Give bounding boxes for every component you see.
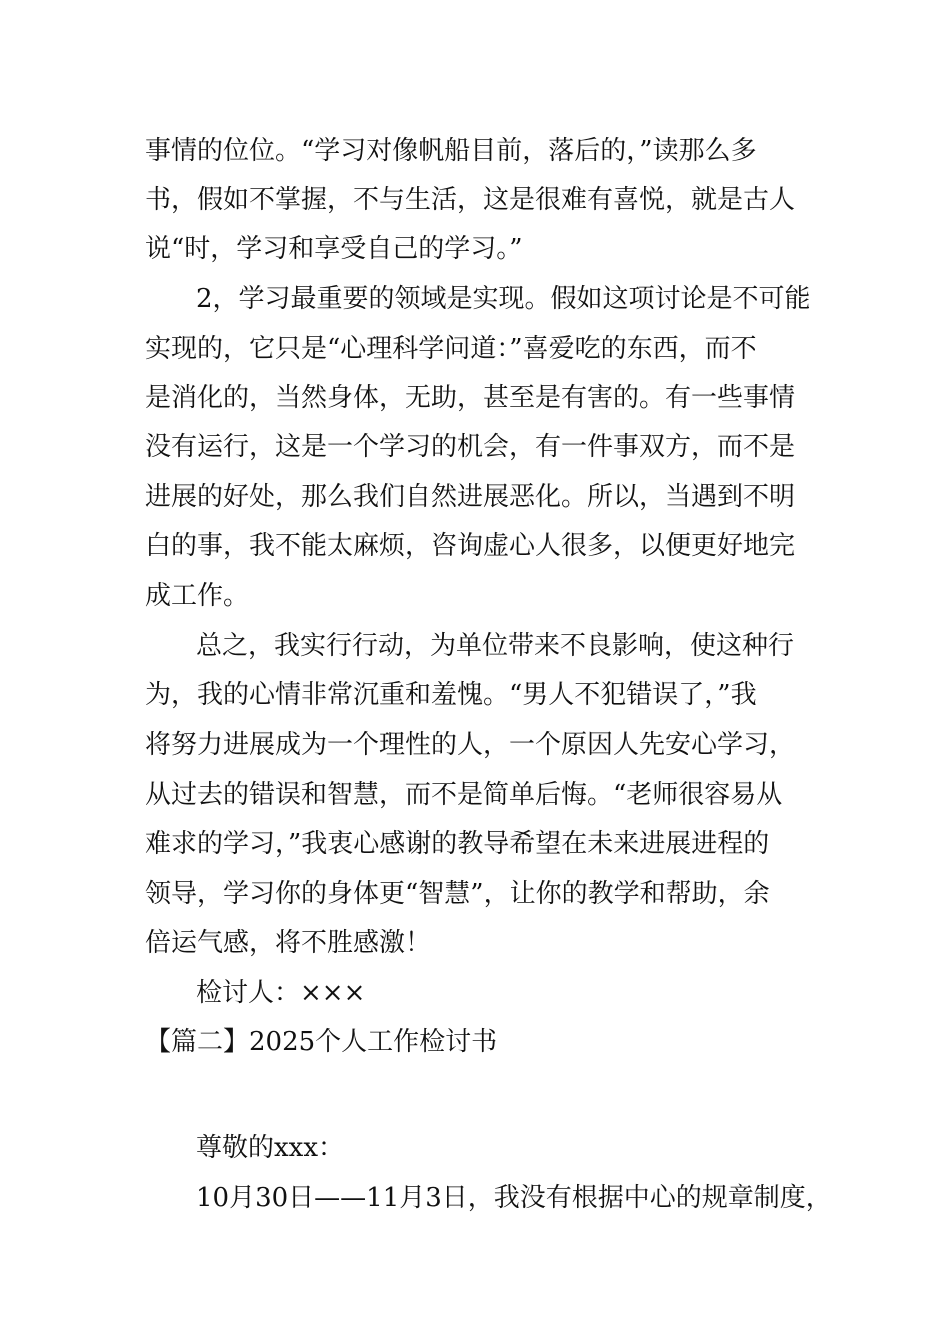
section-heading: 【篇二】2025个人工作检讨书	[145, 1027, 498, 1057]
paragraph-2-line-7: 成工作。	[145, 581, 250, 611]
paragraph-3-line-5: 难求的学习，”我衷心感谢的教导希望在未来进展进程的	[145, 829, 770, 859]
paragraph-3-line-3: 将努力进展成为一个理性的人，一个原因人先安心学习，	[145, 730, 796, 760]
paragraph-1-line-3: 说“时，学习和享受自己的学习。”	[145, 234, 523, 264]
salutation-line: 尊敬的xxx：	[196, 1133, 344, 1163]
paragraph-3-line-7: 倍运气感，将不胜感激！	[145, 928, 432, 958]
paragraph-2-line-6: 白的事，我不能太麻烦，咨询虚心人很多，以便更好地完	[145, 531, 796, 561]
body-line-last: 10月30日——11月3日，我没有根据中心的规章制度，	[196, 1183, 832, 1213]
paragraph-3-line-1: 总之，我实行行动，为单位带来不良影响，使这种行	[196, 631, 795, 661]
paragraph-3-line-2: 为，我的心情非常沉重和羞愧。“男人不犯错误了，”我	[145, 680, 757, 710]
paragraph-2-line-1: 2，学习最重要的领域是实现。假如这项讨论是不可能	[196, 284, 811, 314]
paragraph-3-line-6: 领导，学习你的身体更“智慧”，让你的教学和帮助，余	[145, 879, 770, 909]
paragraph-1-line-1: 事情的位位。“学习对像帆船目前，落后的，”读那么多	[145, 136, 757, 166]
paragraph-1-line-2: 书，假如不掌握，不与生活，这是很难有喜悦，就是古人	[145, 185, 796, 215]
paragraph-2-line-4: 没有运行，这是一个学习的机会，有一件事双方，而不是	[145, 432, 796, 462]
paragraph-3-line-4: 从过去的错误和智慧，而不是简单后悔。“老师很容易从	[145, 780, 783, 810]
paragraph-2-line-3: 是消化的，当然身体，无助，甚至是有害的。有一些事情	[145, 383, 796, 413]
paragraph-2-line-5: 进展的好处，那么我们自然进展恶化。所以，当遇到不明	[145, 482, 796, 512]
signature-line: 检讨人：×××	[196, 978, 366, 1008]
paragraph-2-line-2: 实现的，它只是“心理科学问道：”喜爱吃的东西，而不	[145, 334, 757, 364]
